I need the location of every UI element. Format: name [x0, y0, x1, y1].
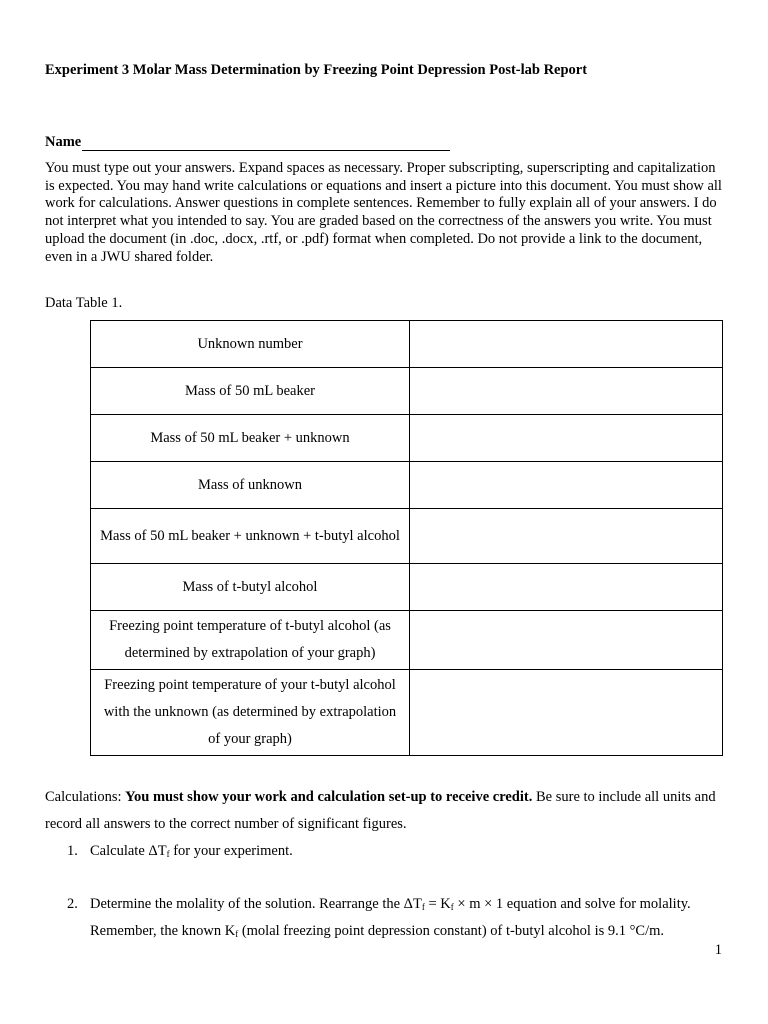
row-value-cell[interactable]: [410, 564, 723, 611]
question-number: 2.: [67, 896, 78, 912]
calculations-intro: [45, 784, 735, 838]
calculations-note: Be sure to include all units and record all answers to the correct number of significant figures.: [45, 789, 716, 832]
question-text: Determine the molality of the solution. Rearrange the ΔT: [90, 896, 422, 912]
question-text: for your experiment.: [169, 843, 293, 859]
row-label: Mass of t-butyl alcohol: [91, 564, 410, 611]
subscript: f: [450, 902, 454, 912]
subscript: f: [235, 929, 239, 939]
row-label: Mass of 50 mL beaker + unknown + t-butyl alcohol: [91, 509, 410, 564]
row-value-cell[interactable]: [410, 509, 723, 564]
report-title: Experiment 3 Molar Mass Determination by Freezing Point Depression Post-lab Report: [45, 62, 588, 78]
table-row: [91, 611, 723, 670]
calculations-label: Calculations:: [45, 789, 126, 805]
table-row: [91, 321, 723, 368]
question-text: × m × 1 equation and solve for molality. Remember, the known K: [90, 896, 691, 939]
row-value-cell[interactable]: [410, 611, 723, 670]
table-row: [91, 368, 723, 415]
table-row: [91, 462, 723, 509]
row-label: Mass of 50 mL beaker: [91, 368, 410, 415]
instructions-paragraph: You must type out your answers. Expand spaces as necessary. Proper subscripting, superscripting and capitalization is expected. You may hand write calculations or equations and insert a picture into this document. You must show all work for calculations. Answer questions in complete sentences. Remember to fully explain all of your answers. I do not interpret what you intended to say. You are graded based on the correctness of the answers you write. You must upload the document (in .doc, .docx, .rtf, or .pdf) format when completed. Do not provide a link to the document, even in a JWU shared folder.: [45, 160, 722, 265]
row-value-cell[interactable]: [410, 415, 723, 462]
row-value-cell[interactable]: [410, 368, 723, 415]
row-value-cell[interactable]: [410, 462, 723, 509]
data-table-label: Data Table 1.: [45, 295, 123, 311]
question-list: [45, 838, 735, 945]
table-row: [91, 564, 723, 611]
subscript: f: [166, 849, 170, 859]
question-text: (molal freezing point depression constant) of t-butyl alcohol is 9.1 °C/m.: [238, 923, 665, 939]
table-row: [91, 509, 723, 564]
question-text: = K: [424, 896, 451, 912]
question-text: Calculate ΔT: [90, 843, 167, 859]
name-blank-line[interactable]: [82, 135, 450, 151]
data-table: [90, 320, 723, 756]
subscript: f: [421, 902, 425, 912]
row-label: Mass of unknown: [91, 462, 410, 509]
table-row: [91, 670, 723, 756]
question-item: [45, 838, 735, 865]
table-row: [91, 415, 723, 462]
row-label: Freezing point temperature of t-butyl alcohol (as determined by extrapolation of your graph): [91, 611, 410, 670]
row-label: Mass of 50 mL beaker + unknown: [91, 415, 410, 462]
row-label: Unknown number: [91, 321, 410, 368]
name-label: Name: [45, 134, 82, 150]
row-value-cell[interactable]: [410, 321, 723, 368]
calculations-emphasis: You must show your work and calculation set-up to receive credit.: [125, 789, 533, 805]
question-number: 1.: [67, 843, 78, 859]
row-label: Freezing point temperature of your t-butyl alcohol with the unknown (as determined by extrapolation of your graph): [91, 670, 410, 756]
name-field: [45, 134, 450, 151]
question-item: [45, 891, 735, 945]
page-number: 1: [714, 942, 722, 958]
row-value-cell[interactable]: [410, 670, 723, 756]
